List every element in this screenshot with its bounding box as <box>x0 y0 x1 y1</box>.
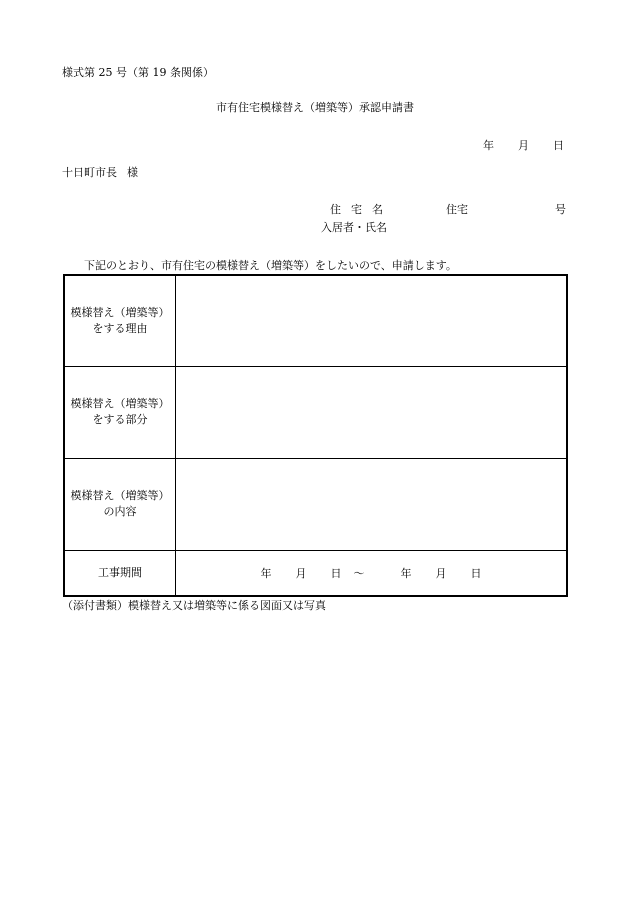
table-row <box>64 458 567 550</box>
period-label: 工事期間 <box>64 550 176 596</box>
period-end-month: 月 <box>435 566 447 580</box>
addressee-honorific: 様 <box>127 166 138 179</box>
reason-label-line1: 模様替え（増築等） <box>70 305 170 319</box>
form-number: 様式第 25 号（第 19 条関係） <box>62 66 214 79</box>
house-name-label: 住宅名 <box>330 203 393 216</box>
period-end-day: 日 <box>470 566 482 580</box>
reason-field[interactable] <box>176 275 568 366</box>
resident-name-label: 入居者・氏名 <box>321 221 387 234</box>
content-label-line2: の内容 <box>103 505 137 518</box>
period-start-day: 日 <box>330 566 342 580</box>
house-number-suffix: 号 <box>555 203 566 216</box>
addressee-name: 十日町市長 <box>62 166 117 179</box>
part-label <box>64 366 176 458</box>
intro-text: 下記のとおり、市有住宅の模様替え（増築等）をしたいので、申請します。 <box>84 259 457 272</box>
period-field[interactable] <box>176 550 568 596</box>
content-label-line1: 模様替え（増築等） <box>70 489 170 502</box>
part-field[interactable] <box>176 366 568 458</box>
table-row <box>64 550 567 596</box>
date-month-label: 月 <box>518 139 529 152</box>
table-row <box>64 275 567 366</box>
period-start-year: 年 <box>260 566 272 580</box>
attachments-note: （添付書類）模様替え又は増築等に係る図面又は写真 <box>62 599 326 612</box>
reason-label-line2: をする理由 <box>92 321 148 335</box>
reason-label <box>64 275 176 366</box>
period-start-month: 月 <box>295 566 307 580</box>
period-end-year: 年 <box>400 566 412 580</box>
table-row <box>64 366 567 458</box>
house-name-field: 住宅 <box>446 203 468 216</box>
part-label-line1: 模様替え（増築等） <box>70 397 170 410</box>
part-label-line2: をする部分 <box>92 413 148 426</box>
content-label <box>64 458 176 550</box>
date-year-label: 年 <box>483 139 494 152</box>
document-title: 市有住宅模様替え（増築等）承認申請書 <box>216 101 414 114</box>
date-line <box>483 139 564 153</box>
content-field[interactable] <box>176 458 568 550</box>
date-day-label: 日 <box>553 139 564 152</box>
application-table <box>63 274 568 597</box>
period-separator: ～ <box>353 566 365 580</box>
addressee <box>62 166 138 180</box>
